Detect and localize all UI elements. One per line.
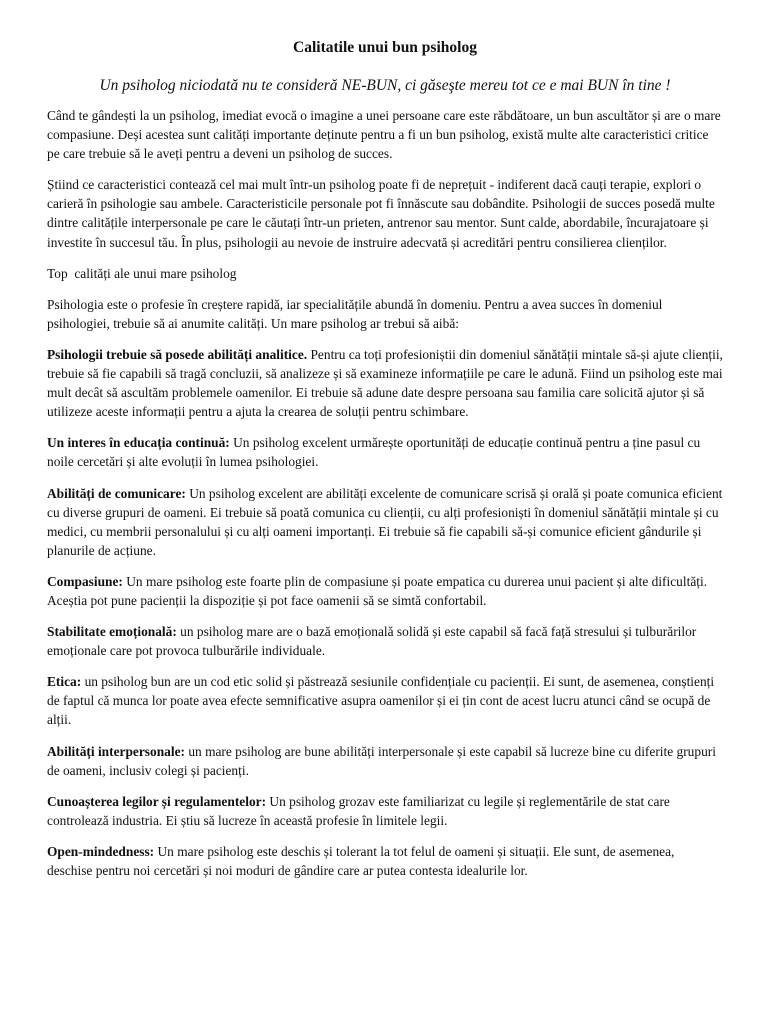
document-page xyxy=(47,38,723,892)
quality-item-compassion xyxy=(47,572,723,610)
quality-term: Un interes în educația continuă: xyxy=(47,435,230,451)
document-motto: Un psiholog niciodată nu te consideră NE-BUN, ci găseşte mereu tot ce e mai BUN în tine ! xyxy=(99,77,671,94)
quality-text: Un mare psiholog este deschis și tolerant la tot felul de oameni și situații. Ele sunt, de asemenea, deschise pentru noi cercetări și noi moduri de gândire care ar putea contesta idealurile lor. xyxy=(47,843,675,878)
quality-item-communication xyxy=(47,484,723,560)
quality-text: Un psiholog grozav este familiarizat cu legile și reglementările de stat care controlează industria. Ei știu să lucreze în această profesie în limitele legii. xyxy=(47,793,670,828)
intro-paragraph: Știind ce caracteristici contează cel mai mult într-un psiholog poate fi de neprețuit - indiferent dacă cauți terapie, explori o carieră în psihologie sau ambele. Caracteristicile personale pot fi înnăscute sau dobândite. Psihologii de succes posedă multe dintre calitățile interpersonale pe care le căutați într-un prieten, antrenor sau mentor. Sunt calde, abordabile, încurajatoare și investite în succesul tău. În plus, psihologii au nevoie de instruire adecvată și acreditări pentru consilierea clienților. xyxy=(47,177,715,250)
quality-term: Etica: xyxy=(47,674,82,690)
quality-text: Un psiholog excelent are abilități excelente de comunicare scrisă și orală și poate comunica eficient cu diverse grupuri de oameni. Ei trebuie să poată comunica cu clienții, cu alți profesioniști în domeniul sănătății mintale și cu medici, cu membrii personalului și cu alți oameni importanți. Ei trebuie să fie capabili să-și comunice eficient gândurile și planurile de acțiune. xyxy=(47,485,723,558)
quality-term: Compasiune: xyxy=(47,573,123,589)
quality-text: Un mare psiholog este foarte plin de compasiune și poate empatica cu durerea unui pacient și alte dificultăți. Aceștia pot pune pacienții la dispoziție și pot face oamenii să se simtă confortabil. xyxy=(47,573,708,608)
document-title: Calitatile unui bun psiholog xyxy=(293,39,477,56)
quality-text: Pentru ca toți profesioniștii din domeniul sănătății mintale să-și ajute clienții, trebuie să fie capabili să tragă concluzii, să analizeze și să examineze informațiile pe care le adună. Fiind un psiholog este mai mult decât să ascultăm problemele oamenilor. Ei trebuie să adune date despre persoana sau familia care solicită ajutor și să utilizeze aceste informații pentru a ajuta la crearea de soluții pentru schimbare. xyxy=(47,346,723,420)
quality-item-analytical xyxy=(47,345,723,421)
quality-item-interpersonal xyxy=(47,742,723,780)
quality-text: un psiholog mare are o bază emoțională solidă și este capabil să facă față stresului și tulburărilor emoționale care pot provoca tulburările individuale. xyxy=(47,624,697,659)
quality-item-open-mindedness xyxy=(47,842,723,880)
quality-item-emotional-stability xyxy=(47,622,723,660)
quality-text: un mare psiholog are bune abilități interpersonale și este capabil să lucreze bine cu diferite grupuri de oameni, inclusiv colegi și pacienți. xyxy=(47,743,716,778)
quality-term: Cunoașterea legilor și regulamentelor: xyxy=(47,793,267,809)
quality-item-education xyxy=(47,433,723,471)
section-heading: Top calități ale unui mare psiholog xyxy=(47,265,237,281)
intro-paragraph: Când te gândești la un psiholog, imediat evocă o imagine a unei persoane care este răbdătoare, un bun ascultător și are o mare compasiune. Deși acestea sunt calități importante deținute pentru a fi un bun psiholog, există multe alte caracteristici critice pe care trebuie să le aveți pentru a deveni un psiholog de succes. xyxy=(47,108,721,162)
quality-term: Abilități interpersonale: xyxy=(47,743,185,759)
quality-term: Psihologii trebuie să posede abilități analitice. xyxy=(47,346,308,362)
quality-term: Abilități de comunicare: xyxy=(47,485,186,501)
quality-text: un psiholog bun are un cod etic solid și păstrează sesiunile confidențiale cu pacienții. Ei sunt, de asemenea, conștienți de faptul că munca lor poate avea efecte semnificative asupra oamenilor și ei țin cont de acest lucru atunci când se ocupă de alții. xyxy=(47,674,715,728)
quality-term: Open-mindedness: xyxy=(47,843,155,859)
quality-item-ethics xyxy=(47,672,723,729)
quality-term: Stabilitate emoțională: xyxy=(47,624,177,640)
intro-paragraph: Psihologia este o profesie în creștere rapidă, iar specialitățile abundă în domeniu. Pentru a avea succes în domeniul psihologiei, trebuie să ai anumite calități. Un mare psiholog ar trebui să aibă: xyxy=(47,296,663,331)
quality-item-law-knowledge xyxy=(47,792,723,830)
quality-text: Un psiholog excelent urmărește oportunități de educație continuă pentru a ține pasul cu noile cercetări și alte evoluții în lumea psihologiei. xyxy=(47,435,701,470)
